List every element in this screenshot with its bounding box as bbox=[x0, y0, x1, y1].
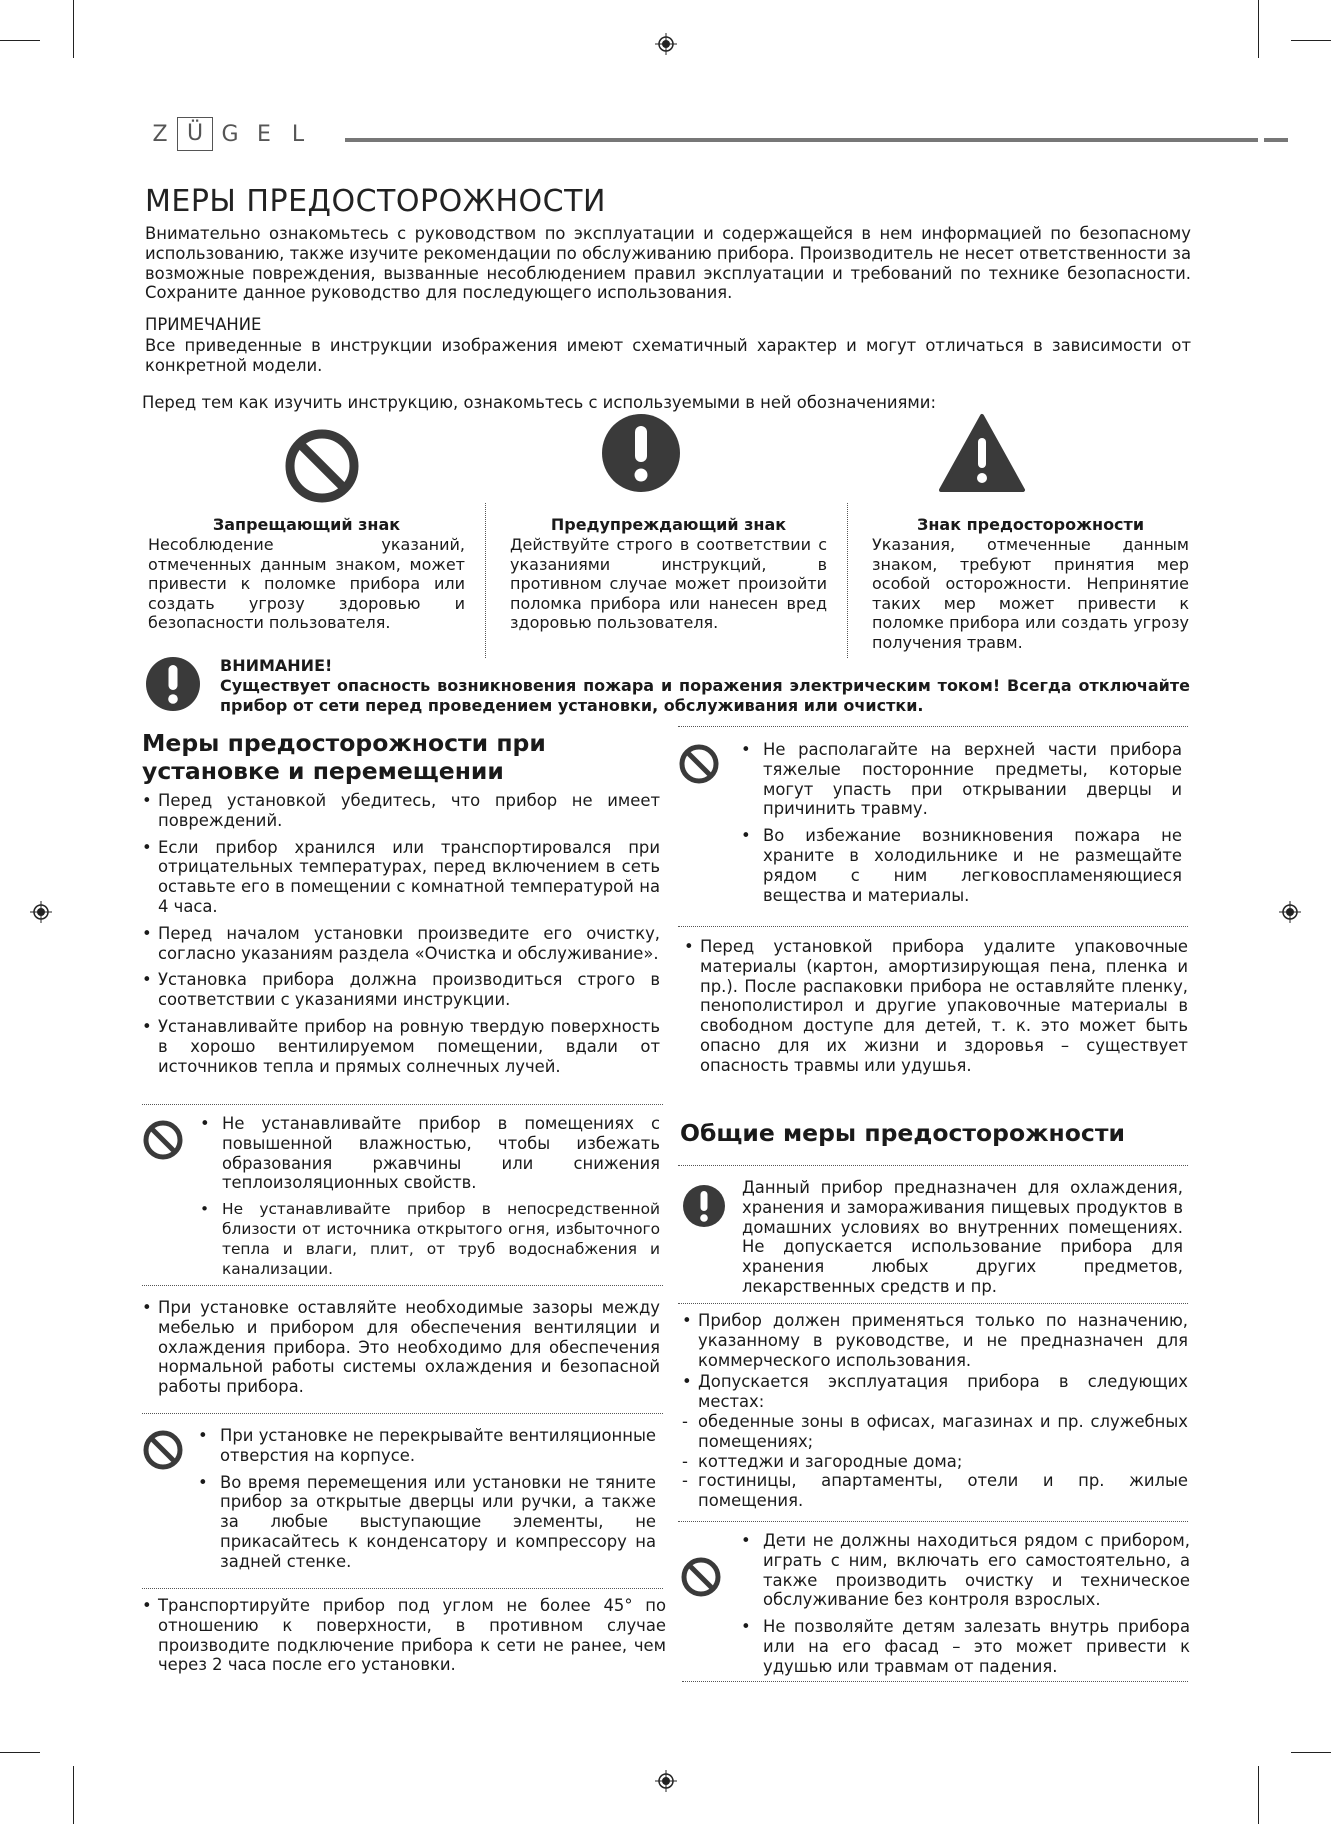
list-item: - гостиницы, апартаменты, отели и пр. жилые помещения. bbox=[682, 1471, 1188, 1511]
list-item: • При установке оставляйте необходимые зазоры между мебелью и прибором для обеспечения вентиляции и охлаждения прибора. Это необходимо для обеспечения нормальной работы системы охлаждения и безопасной работы прибора. bbox=[142, 1298, 660, 1397]
warning-text: Данный прибор предназначен для охлаждения, хранения и замораживания пищевых продуктов в домашних условиях во внутренних помещениях. Не допускается использование прибора для хранения любых других предметов, лекарственных средств и пр. bbox=[742, 1178, 1183, 1296]
attention-text: Существует опасность возникновения пожара и поражения электрическим током! Всегда отключайте прибор от сети перед проведением установки, обслуживания или очистки. bbox=[220, 676, 1190, 715]
logo-letter: G bbox=[221, 121, 239, 147]
dash-list bbox=[682, 1412, 1188, 1511]
caution-triangle-icon bbox=[937, 412, 1027, 494]
bullet-list bbox=[142, 791, 660, 1083]
list-item: • При установке не перекрывайте вентиляционные отверстия на корпусе. bbox=[198, 1426, 656, 1466]
symbols-intro: Перед тем как изучить инструкцию, ознакомьтесь с используемыми в ней обозначениями: bbox=[142, 393, 936, 412]
intro-text: Внимательно ознакомьтесь с руководством по эксплуатации и содержащейся в нем информацией по безопасному использованию, также изучите рекомендации по обслуживанию прибора. Производитель не несет ответственности за возможные повреждения, вызванные несоблюдением правил эксплуатации и требований по технике безопасности. Сохраните данное руководство для последующего использования. bbox=[145, 224, 1191, 303]
symbol-title: Предупреждающий знак bbox=[550, 515, 787, 534]
divider bbox=[142, 1285, 663, 1286]
warning-icon bbox=[601, 413, 681, 493]
prohibition-icon bbox=[142, 1429, 184, 1471]
divider bbox=[678, 726, 1188, 727]
note-heading: ПРИМЕЧАНИЕ bbox=[145, 315, 262, 334]
bullet-list bbox=[142, 1596, 666, 1682]
bullet-list bbox=[682, 1311, 1188, 1419]
list-item: • Не устанавливайте прибор в непосредственной близости от источника открытого огня, избыточного тепла и влаги, плит, от труб водоснабжения и канализации. bbox=[200, 1200, 660, 1279]
divider bbox=[678, 1165, 1188, 1166]
list-item: • Во время перемещения или установки не тяните прибор за открытые дверцы или ручки, а также за любые выступающие элементы, не прикасайтесь к конденсатору и компрессору на задней стенке. bbox=[198, 1473, 656, 1572]
divider bbox=[682, 1681, 1188, 1682]
symbol-text: Указания, отмеченные данным знаком, требуют принятия мер особой осторожности. Непринятие таких мер может привести к поломке прибора или создать угрозу получения травм. bbox=[872, 535, 1189, 652]
prohibition-icon bbox=[283, 427, 361, 505]
list-item: • Перед установкой убедитесь, что прибор не имеет повреждений. bbox=[142, 791, 660, 831]
crop-mark bbox=[0, 1752, 40, 1753]
logo-letter: E bbox=[257, 121, 271, 147]
prohibition-icon bbox=[678, 743, 720, 785]
bullet-list bbox=[198, 1426, 656, 1579]
list-item: - коттеджи и загородные дома; bbox=[682, 1452, 1188, 1472]
list-item: • Если прибор хранился или транспортировался при отрицательных температурах, перед включением в сеть оставьте его в помещении с комнатной температурой на 4 часа. bbox=[142, 838, 660, 917]
divider bbox=[678, 926, 1188, 927]
header-rule bbox=[345, 138, 1258, 142]
crop-mark bbox=[1291, 40, 1331, 41]
prohibition-icon bbox=[680, 1556, 722, 1598]
list-item: • Не устанавливайте прибор в помещениях с повышенной влажностью, чтобы избежать образования ржавчины или снижения теплоизоляционных свойств. bbox=[200, 1114, 660, 1193]
warning-icon bbox=[145, 656, 201, 712]
section-heading: Меры предосторожности при установке и перемещении bbox=[142, 729, 546, 785]
logo-letter: Z bbox=[152, 121, 168, 147]
list-item: • Не располагайте на верхней части прибора тяжелые посторонние предметы, которые могут упасть при открывании дверцы и причинить травму. bbox=[741, 740, 1182, 819]
list-item: • Перед началом установки произведите его очистку, согласно указаниям раздела «Очистка и обслуживание». bbox=[142, 924, 660, 964]
divider bbox=[142, 1588, 663, 1589]
list-item: • Не позволяйте детям залезать внутрь прибора или на его фасад – это может привести к удушью или травмам от падения. bbox=[741, 1617, 1190, 1676]
prohibition-icon bbox=[142, 1119, 184, 1161]
column-divider bbox=[485, 503, 486, 658]
list-item: • Перед установкой прибора удалите упаковочные материалы (картон, амортизирующая пена, пленка и пр.). После распаковки прибора не оставляйте пленку, пенополистирол и другие упаковочные материалы в свободном доступе для детей, т. к. это может быть опасно для их жизни и здоровья – существует опасность травмы или удушья. bbox=[684, 937, 1188, 1076]
crop-mark bbox=[0, 40, 40, 41]
crop-mark bbox=[1258, 1766, 1259, 1824]
list-item: - обеденные зоны в офисах, магазинах и пр. служебных помещениях; bbox=[682, 1412, 1188, 1452]
note-text: Все приведенные в инструкции изображения имеют схематичный характер и могут отличаться в зависимости от конкретной модели. bbox=[145, 336, 1191, 375]
brand-logo bbox=[143, 117, 315, 151]
list-item: • Транспортируйте прибор под углом не более 45° по отношению к поверхности, в противном случае производите подключение прибора к сети не ранее, чем через 2 часа после его установки. bbox=[142, 1596, 666, 1675]
symbol-text: Действуйте строго в соответствии с указаниями инструкций, в противном случае может произойти поломка прибора или нанесен вред здоровью пользователя. bbox=[510, 535, 827, 632]
bullet-list bbox=[200, 1114, 660, 1286]
registration-mark-icon bbox=[1279, 901, 1301, 923]
divider bbox=[678, 1303, 1188, 1304]
warning-icon bbox=[682, 1184, 726, 1228]
bullet-list bbox=[741, 1531, 1190, 1684]
header-rule bbox=[1264, 138, 1288, 142]
logo-letter: Ü bbox=[177, 117, 213, 151]
bullet-list bbox=[741, 740, 1182, 912]
logo-letter: L bbox=[291, 121, 305, 147]
crop-mark bbox=[73, 0, 74, 58]
crop-mark bbox=[1291, 1752, 1331, 1753]
symbol-title: Знак предосторожности bbox=[916, 515, 1145, 534]
registration-mark-icon bbox=[30, 901, 52, 923]
crop-mark bbox=[1258, 0, 1259, 58]
list-item: • Прибор должен применяться только по назначению, указанному в руководстве, и не предназначен для коммерческого использования. bbox=[682, 1311, 1188, 1370]
divider bbox=[142, 1104, 663, 1105]
list-item: • Во избежание возникновения пожара не храните в холодильнике и не размещайте рядом с ним легковоспламеняющиеся вещества и материалы. bbox=[741, 826, 1182, 905]
bullet-list bbox=[684, 937, 1188, 1083]
page-title: МЕРЫ ПРЕДОСТОРОЖНОСТИ bbox=[145, 184, 606, 219]
registration-mark-icon bbox=[655, 33, 677, 55]
list-item: • Дети не должны находиться рядом с прибором, играть с ним, включать его самостоятельно, а также производить очистку и техническое обслуживание без контроля взрослых. bbox=[741, 1531, 1190, 1610]
list-item: • Установка прибора должна производиться строго в соответствии с указаниями инструкции. bbox=[142, 970, 660, 1010]
section-heading: Общие меры предосторожности bbox=[680, 1119, 1125, 1147]
registration-mark-icon bbox=[655, 1770, 677, 1792]
column-divider bbox=[847, 503, 848, 658]
attention-heading: ВНИМАНИЕ! bbox=[220, 656, 333, 675]
symbol-title: Запрещающий знак bbox=[212, 515, 401, 534]
list-item: • Устанавливайте прибор на ровную твердую поверхность в хорошо вентилируемом помещении, вдали от источников тепла и прямых солнечных лучей. bbox=[142, 1017, 660, 1076]
symbol-text: Несоблюдение указаний, отмеченных данным знаком, может привести к поломке прибора или создать угрозу здоровью и безопасности пользователя. bbox=[148, 535, 465, 632]
list-item: • Допускается эксплуатация прибора в следующих местах: bbox=[682, 1372, 1188, 1412]
divider bbox=[678, 1521, 1188, 1522]
divider bbox=[142, 1413, 663, 1414]
bullet-list bbox=[142, 1298, 660, 1404]
crop-mark bbox=[73, 1766, 74, 1824]
